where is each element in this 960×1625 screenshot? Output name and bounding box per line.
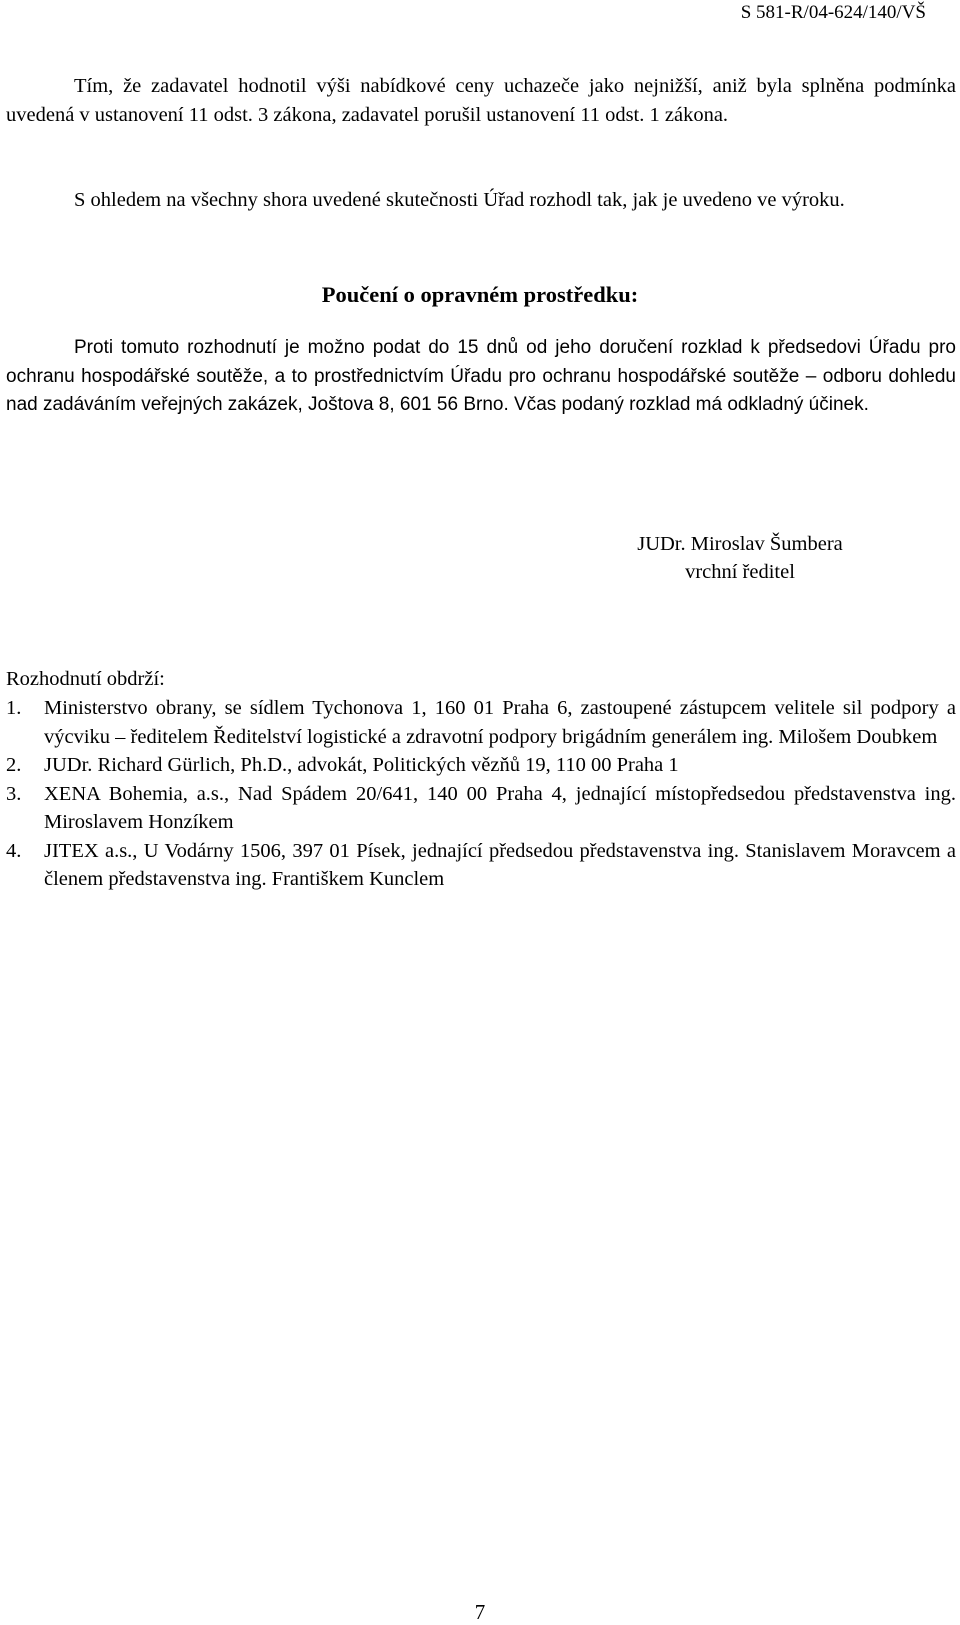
recipients-title: Rozhodnutí obdrží: (6, 668, 165, 690)
list-item-text: JUDr. Richard Gürlich, Ph.D., advokát, Politických vězňů 19, 110 00 Praha 1 (44, 754, 679, 776)
list-item-number: 3. (6, 782, 22, 805)
paragraph-violation-text: Tím, že zadavatel hodnotil výši nabídkové ceny uchazeče jako nejnižší, aniž byla splněna podmínka uvedená v ustanovení 11 odst. 3 zákona, zadavatel porušil ustanovení 11 odst. 1 zákona. (6, 75, 956, 126)
list-item (6, 694, 956, 751)
paragraph-conclusion (6, 186, 956, 215)
list-item (6, 837, 956, 894)
list-item-text: XENA Bohemia, a.s., Nad Spádem 20/641, 140 00 Praha 4, jednající místopředsedou představenstva ing. Miroslavem Honzíkem (44, 782, 956, 833)
document-reference: S 581-R/04-624/140/VŠ (740, 2, 926, 23)
list-item-number: 4. (6, 839, 22, 862)
list-item-text: JITEX a.s., U Vodárny 1506, 397 01 Písek, jednající předsedou představenstva ing. Stanislavem Moravcem a členem představenstva ing. Františkem Kunclem (44, 839, 956, 890)
list-item (6, 780, 956, 837)
list-item-text: Ministerstvo obrany, se sídlem Tychonova 1, 160 01 Praha 6, zastoupené zástupcem velitele sil podpory a výcviku – ředitelem Ředitelství logistické a zdravotní podpory brigádním generálem ing. Milošem Doubkem (44, 697, 956, 748)
recipients-list (6, 694, 956, 894)
signature-title: vrchní ředitel (685, 561, 795, 583)
appeal-paragraph (6, 334, 956, 420)
paragraph-conclusion-text: S ohledem na všechny shora uvedené skutečnosti Úřad rozhodl tak, jak je uvedeno ve výroku. (74, 189, 845, 211)
list-item-number: 1. (6, 697, 22, 719)
list-item (6, 751, 956, 780)
appeal-heading: Poučení o opravném prostředku: (321, 282, 639, 307)
paragraph-violation (6, 72, 956, 129)
page-number: 7 (474, 1600, 486, 1624)
list-item-number: 2. (6, 754, 22, 776)
appeal-text: Proti tomuto rozhodnutí je možno podat do 15 dnů od jeho doručení rozklad k předsedovi Úřadu pro ochranu hospodářské soutěže, a to prostřednictvím Úřadu pro ochranu hospodářské soutěže – odboru dohledu nad zadáváním veřejných zakázek, Joštova 8, 601 56 Brno. Včas podaný rozklad má odkladný účinek. (6, 337, 956, 415)
signature-name: JUDr. Miroslav Šumbera (637, 533, 843, 555)
